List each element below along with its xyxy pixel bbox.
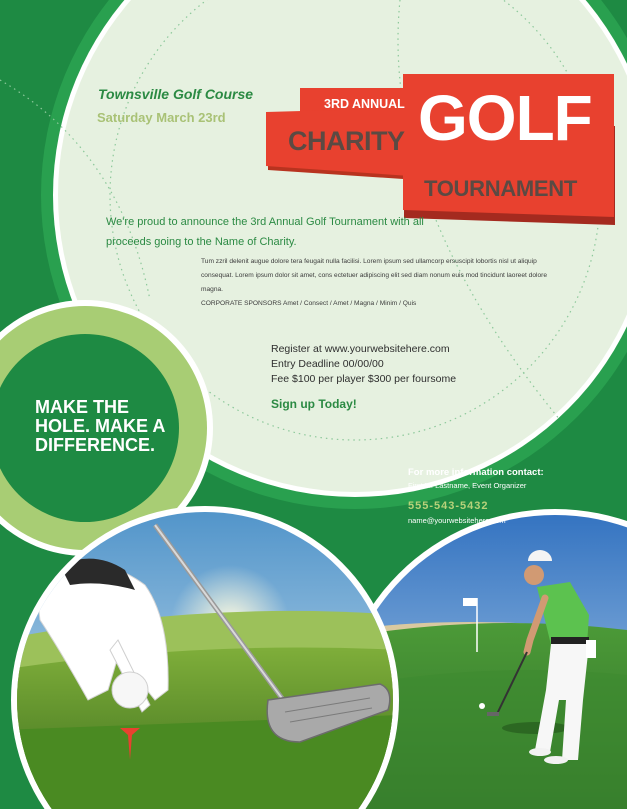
register-website: Register at www.yourwebsitehere.com	[271, 343, 450, 355]
event-date: Saturday March 23rd	[97, 110, 226, 125]
slogan: MAKE THE HOLE. MAKE A DIFFERENCE.	[35, 397, 165, 455]
golf-label: GOLF	[418, 82, 592, 154]
contact-heading: For more information contact:	[408, 467, 544, 478]
tournament-label: TOURNAMENT	[424, 176, 578, 201]
contact-phone: 555-543-5432	[408, 500, 489, 512]
body-text: Tum zzril delenit augue dolore tera feugait nulla facilisi. Lorem ipsum sed ullamcorp ersuscipit lobortis nisl ut aliquip consequat. Lorem ipsum dolor sit amet, cons ectetuer adipiscing elit sed diam nonum euis mod tincidunt laoreet dolore magna.	[201, 258, 547, 293]
venue-name: Townsville Golf Course	[98, 86, 254, 102]
charity-label: CHARITY	[288, 126, 405, 156]
contact-name: First M. Lastname, Event Organizer	[408, 481, 527, 490]
signup-link[interactable]: Sign up Today!	[271, 397, 357, 411]
entry-fee: Fee $100 per player $300 per foursome	[271, 373, 457, 385]
entry-deadline: Entry Deadline 00/00/00	[271, 358, 384, 370]
contact-email[interactable]: name@yourwebsitehere.com	[408, 516, 506, 525]
annual-label: 3RD ANNUAL	[324, 97, 405, 111]
sponsors-line: CORPORATE SPONSORS Amet / Consect / Amet / Magna / Minim / Quis	[201, 300, 417, 307]
intro-text: We're proud to announce the 3rd Annual Golf Tournament with all proceeds going to the Name of Charity.	[106, 216, 424, 248]
